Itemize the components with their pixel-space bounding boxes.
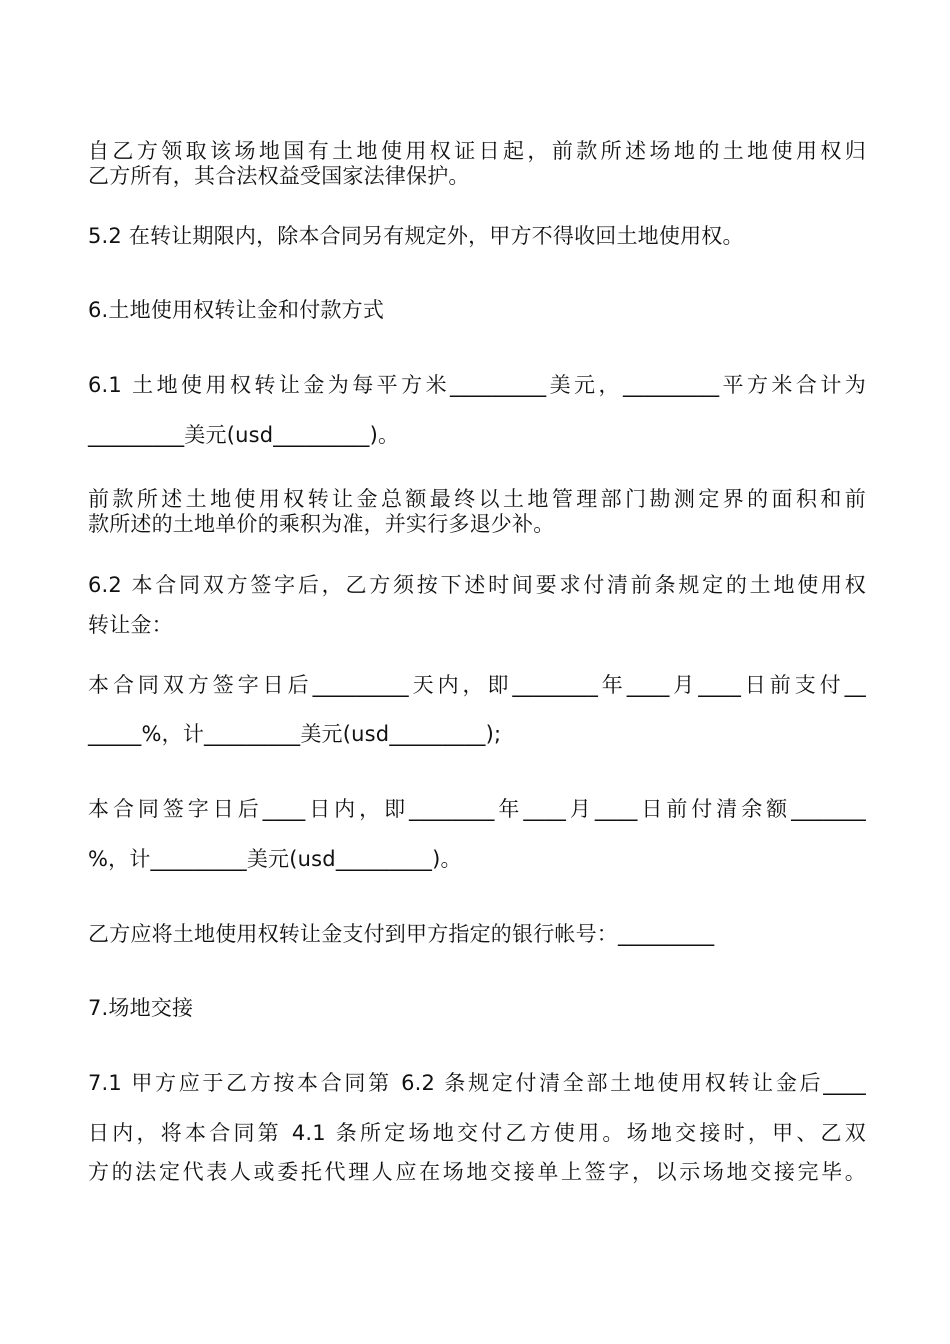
text-line: 本合同双方签字日后_________天内，即________年____月____日前支付__ (88, 673, 866, 697)
text-line: 7.1 甲方应于乙方按本合同第 6.2 条规定付清全部土地使用权转让金后____ (88, 1071, 866, 1095)
section-heading: 6.土地使用权转让金和付款方式 (88, 298, 385, 322)
text-line: 前款所述土地使用权转让金总额最终以土地管理部门勘测定界的面积和前 (88, 487, 866, 511)
text-line: _____%，计_________美元(usd_________); (88, 722, 502, 746)
text-line: 自乙方领取该场地国有土地使用权证日起，前款所述场地的土地使用权归 (88, 139, 866, 163)
text-line: 款所述的土地单价的乘积为准，并实行多退少补。 (88, 512, 555, 536)
text-line: 转让金： (88, 613, 173, 637)
text-line: 本合同签字日后____日内，即________年____月____日前付清余额_______ (88, 797, 866, 821)
text-line: 6.2 本合同双方签字后，乙方须按下述时间要求付清前条规定的土地使用权 (88, 573, 866, 597)
text-line: 方的法定代表人或委托代理人应在场地交接单上签字，以示场地交接完毕。 (88, 1160, 866, 1184)
text-line: 乙方应将土地使用权转让金支付到甲方指定的银行帐号：_________ (88, 922, 715, 946)
text-line: _________美元(usd_________)。 (88, 423, 400, 447)
section-heading: 7.场地交接 (88, 996, 194, 1020)
text-line: %，计_________美元(usd_________)。 (88, 847, 462, 871)
text-line: 乙方所有，其合法权益受国家法律保护。 (88, 164, 470, 188)
text-line: 6.1 土地使用权转让金为每平方米_________美元，_________平方米合计为 (88, 373, 866, 397)
text-line: 日内，将本合同第 4.1 条所定场地交付乙方使用。场地交接时，甲、乙双 (88, 1121, 866, 1145)
text-line: 5.2 在转让期限内，除本合同另有规定外，甲方不得收回土地使用权。 (88, 224, 744, 248)
